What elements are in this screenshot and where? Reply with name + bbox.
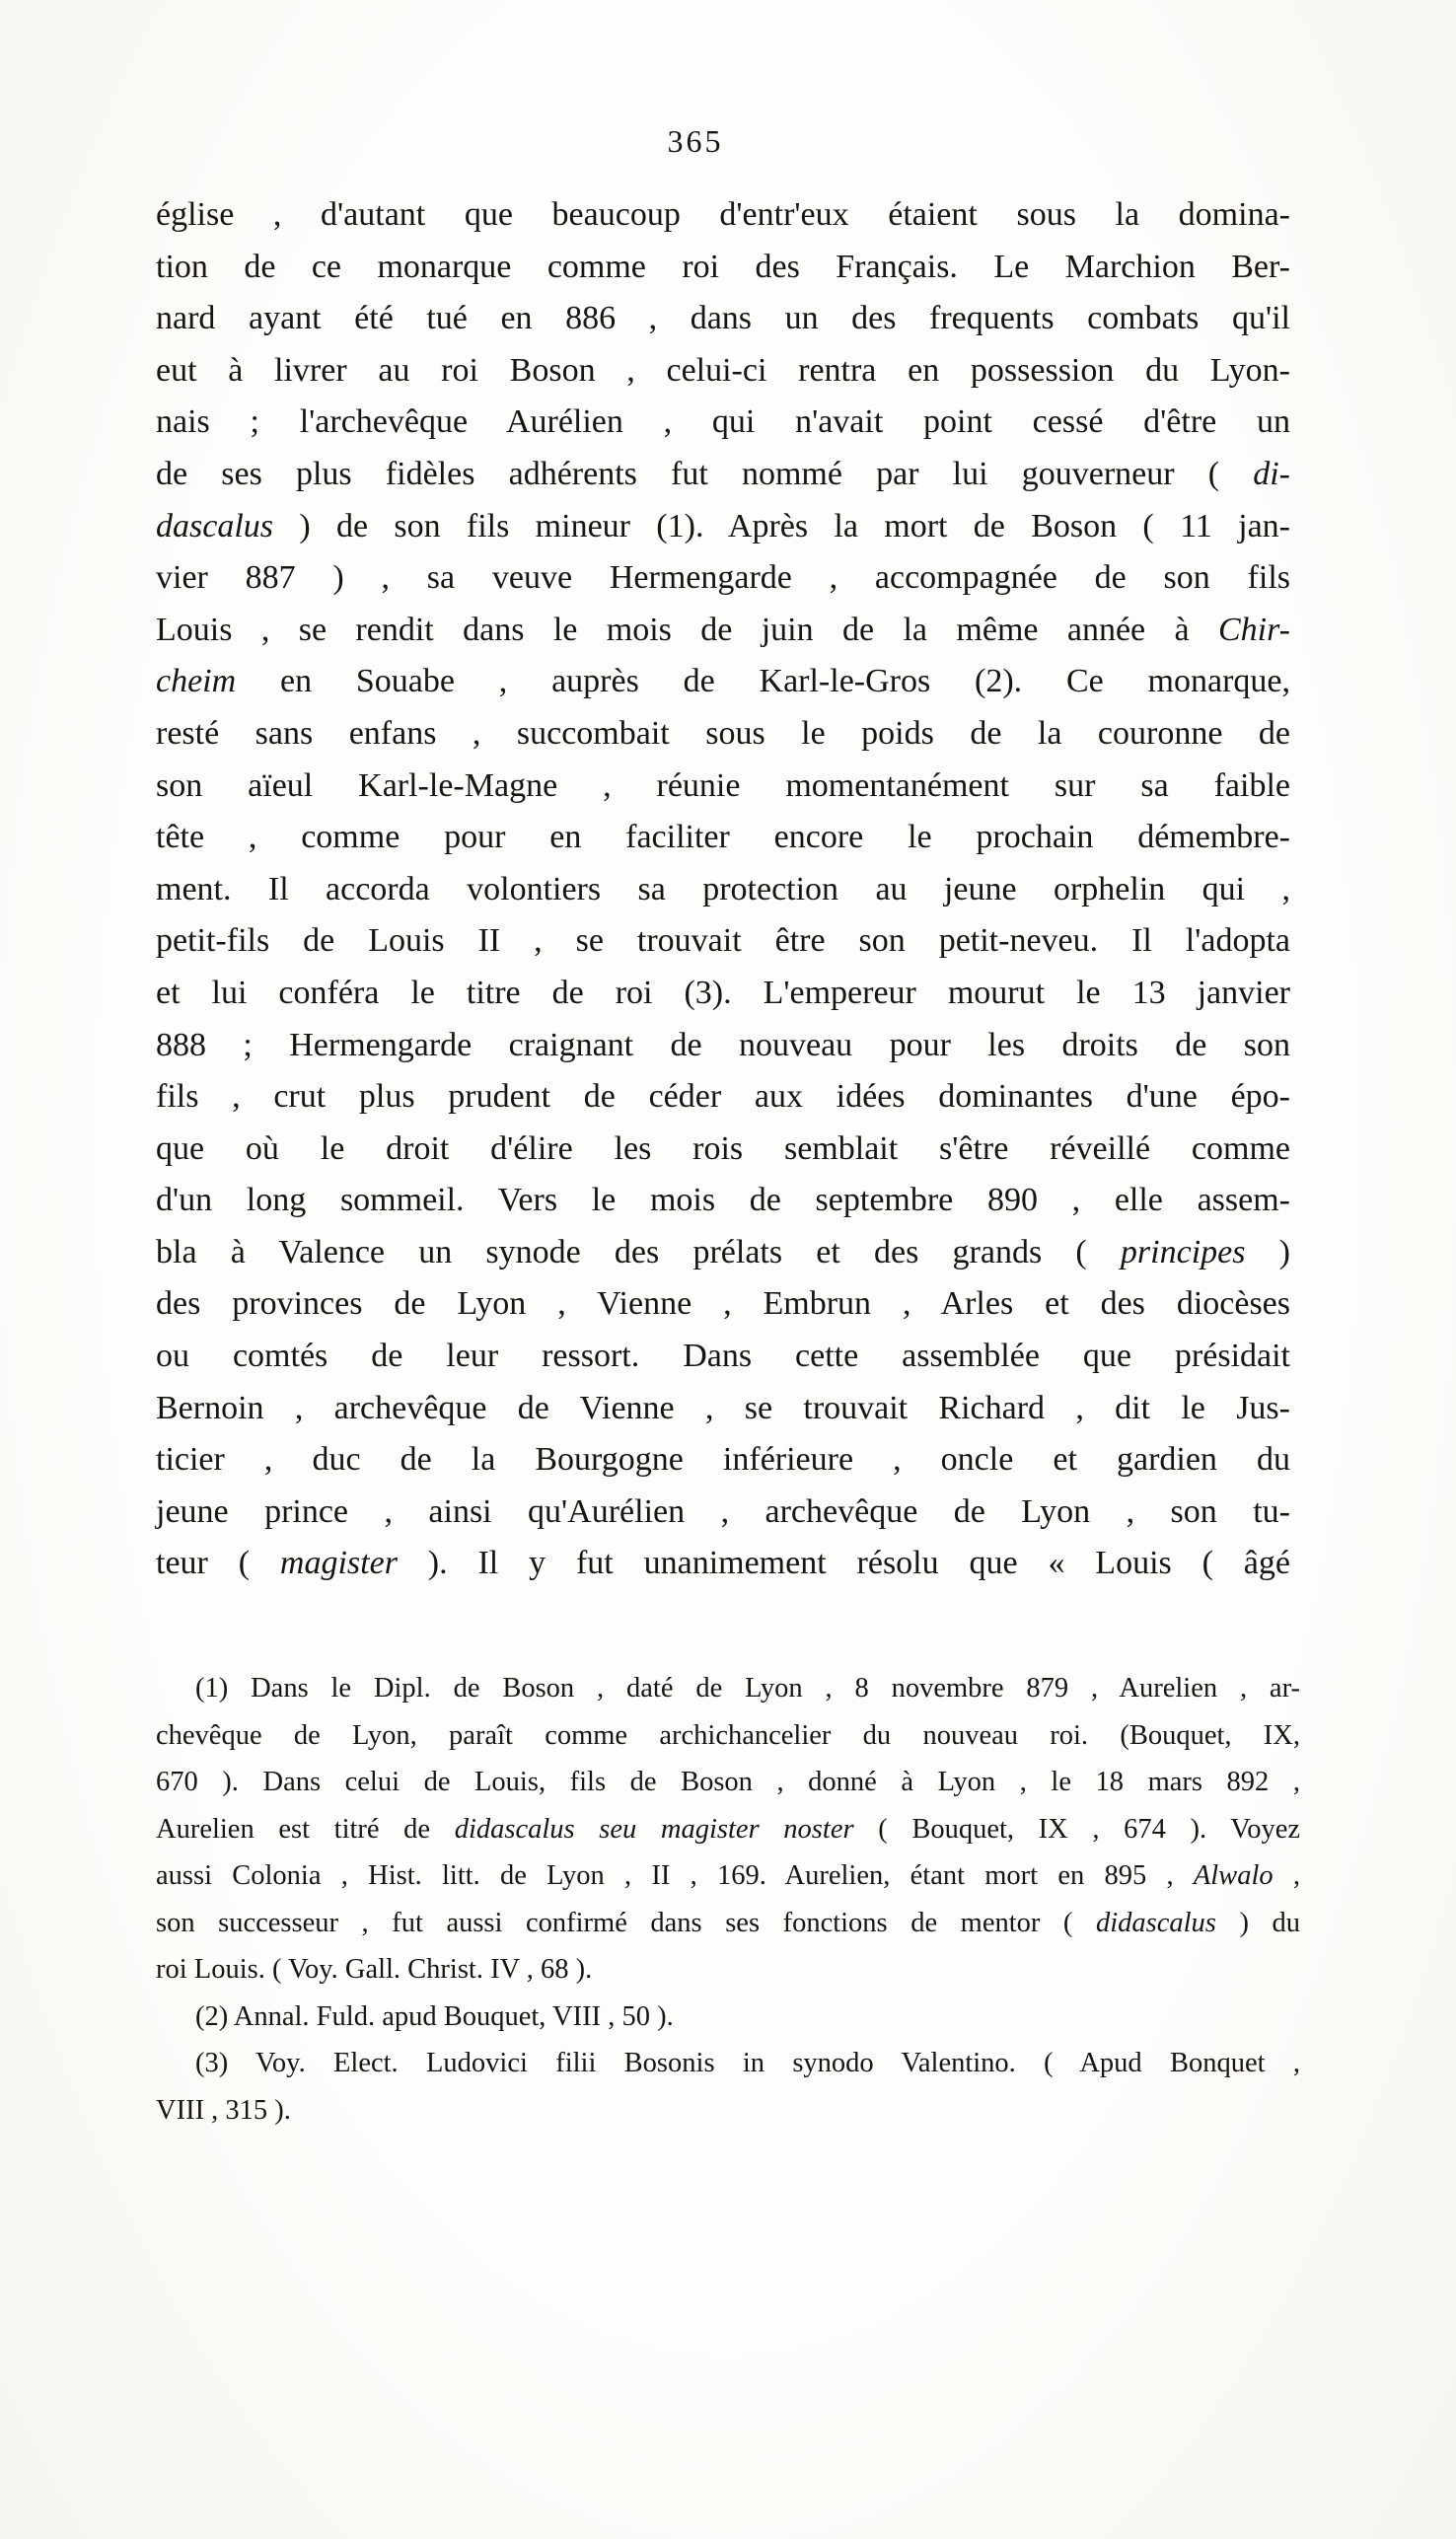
body-line: et lui conféra le titre de roi (3). L'empereur mourut le 13 janvier (156, 974, 1290, 1011)
body-text (156, 189, 1290, 1590)
footnote-line: VIII , 315 ). (156, 2094, 291, 2126)
body-line: d'un long sommeil. Vers le mois de septembre 890 , elle assem- (156, 1182, 1290, 1219)
body-line: son aïeul Karl-le-Magne , réunie momentanément sur sa faible (156, 766, 1290, 804)
body-line: tion de ce monarque comme roi des Français. Le Marchion Ber- (156, 248, 1290, 285)
body-line: tête , comme pour en faciliter encore le prochain démembre- (156, 819, 1290, 856)
body-line: resté sans enfans , succombait sous le poids de la couronne de (156, 714, 1290, 752)
body-line: ou comtés de leur ressort. Dans cette assemblée que présidait (156, 1338, 1290, 1375)
page-number: 365 (667, 123, 724, 159)
body-line: ticier , duc de la Bourgogne inférieure , oncle et gardien du (156, 1441, 1290, 1479)
body-line: bla à Valence un synode des prélats et des grands ( principes ) (156, 1233, 1290, 1270)
body-line: église , d'autant que beaucoup d'entr'eux étaient sous la domina- (156, 196, 1290, 233)
body-line: Louis , se rendit dans le mois de juin de la même année à Chir- (156, 611, 1290, 648)
body-line: dascalus ) de son fils mineur (1). Après la mort de Boson ( 11 jan- (156, 507, 1290, 544)
footnote-line: 670 ). Dans celui de Louis, fils de Boson , donné à Lyon , le 18 mars 892 , (156, 1767, 1300, 1797)
body-line: nard ayant été tué en 886 , dans un des frequents combats qu'il (156, 300, 1290, 337)
body-line: jeune prince , ainsi qu'Aurélien , archevêque de Lyon , son tu- (156, 1492, 1290, 1530)
body-line: teur ( magister ). Il y fut unanimement résolu que « Louis ( âgé (156, 1545, 1290, 1582)
footnote-line: Aurelien est titré de didascalus seu magister noster ( Bouquet, IX , 674 ). Voyez (156, 1813, 1300, 1845)
footnote-line: aussi Colonia , Hist. litt. de Lyon , II , 169. Aurelien, étant mort en 895 , Alwalo , (156, 1860, 1300, 1891)
footnote-line: (2) Annal. Fuld. apud Bouquet, VIII , 50 ). (195, 2000, 674, 2032)
body-line: vier 887 ) , sa veuve Hermengarde , accompagnée de son fils (156, 559, 1290, 597)
body-line: petit-fils de Louis II , se trouvait être son petit-neveu. Il l'adopta (156, 922, 1290, 960)
footnote-line: roi Louis. ( Voy. Gall. Christ. IV , 68 ). (156, 1954, 593, 1985)
footnotes (156, 1665, 1300, 2134)
body-line: 888 ; Hermengarde craignant de nouveau pour les droits de son (156, 1026, 1290, 1063)
footnote-line: chevêque de Lyon, paraît comme archichancelier du nouveau roi. (Bouquet, IX, (156, 1719, 1300, 1751)
body-line: que où le droit d'élire les rois semblait s'être réveillé comme (156, 1129, 1290, 1167)
body-line: cheim en Souabe , auprès de Karl-le-Gros (2). Ce monarque, (156, 663, 1290, 700)
body-line: des provinces de Lyon , Vienne , Embrun , Arles et des diocèses (156, 1285, 1290, 1323)
footnote-line: son successeur , fut aussi confirmé dans ses fonctions de mentor ( didascalus ) du (156, 1907, 1300, 1938)
footnote-line: (1) Dans le Dipl. de Boson , daté de Lyon , 8 novembre 879 , Aurelien , ar- (195, 1673, 1300, 1704)
body-line: ment. Il accorda volontiers sa protection au jeune orphelin qui , (156, 870, 1290, 907)
body-line: nais ; l'archevêque Aurélien , qui n'avait point cessé d'être un (156, 403, 1290, 441)
body-line: eut à livrer au roi Boson , celui-ci rentra en possession du Lyon- (156, 351, 1290, 389)
body-line: Bernoin , archevêque de Vienne , se trouvait Richard , dit le Jus- (156, 1389, 1290, 1426)
body-line: de ses plus fidèles adhérents fut nommé par lui gouverneur ( di- (156, 455, 1290, 492)
body-line: fils , crut plus prudent de céder aux idées dominantes d'une épo- (156, 1078, 1290, 1116)
footnote-line: (3) Voy. Elect. Ludovici filii Bosonis in synodo Valentino. ( Apud Bonquet , (195, 2048, 1300, 2078)
